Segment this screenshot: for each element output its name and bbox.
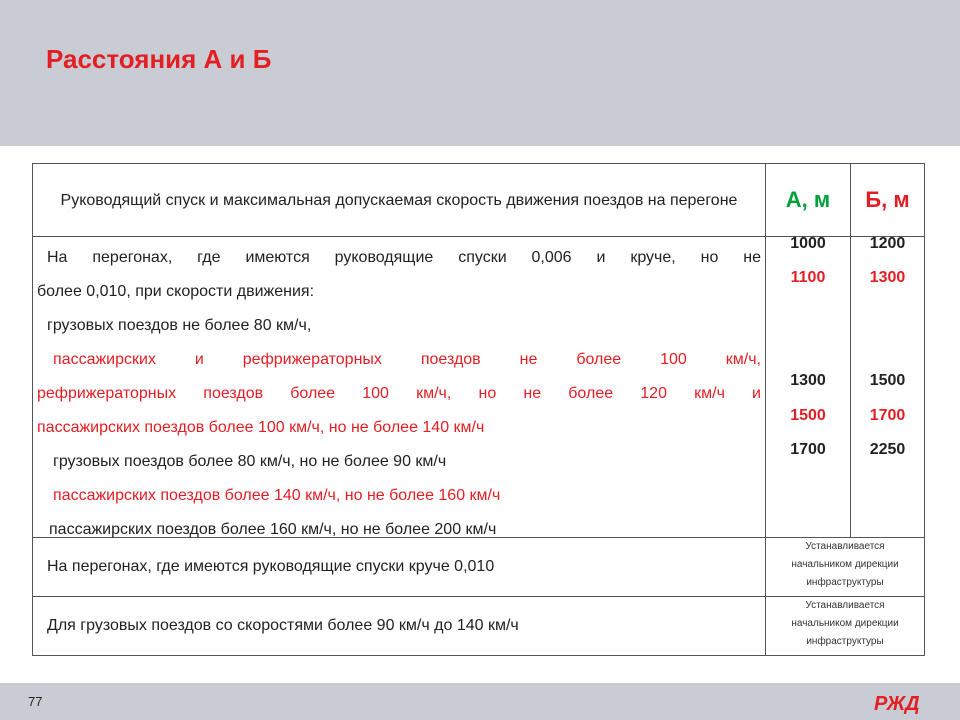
note-line: инфраструктуры bbox=[806, 577, 884, 588]
note-line: начальником дирекции bbox=[791, 618, 899, 629]
logo-text: РЖД bbox=[874, 693, 920, 715]
row3-note-cell bbox=[766, 597, 925, 656]
page-number: 77 bbox=[28, 694, 43, 709]
table-header-row bbox=[33, 164, 925, 237]
row1-line: пассажирских поездов более 160 км/ч, но не более 200 км/ч bbox=[49, 521, 497, 538]
row1-col-a bbox=[766, 237, 850, 537]
header-description: Руководящий спуск и максимальная допускаемая скорость движения поездов на перегоне bbox=[60, 191, 738, 209]
row1-line: грузовых поездов более 80 км/ч, но не более 90 км/ч bbox=[53, 453, 447, 470]
header-col-b: Б, м bbox=[865, 187, 910, 212]
distance-table bbox=[32, 163, 925, 656]
value-a: 1000 bbox=[790, 235, 826, 252]
table-row bbox=[33, 597, 925, 656]
row1-description bbox=[33, 237, 765, 537]
value-b: 1300 bbox=[869, 269, 906, 286]
note-line: инфраструктуры bbox=[806, 636, 884, 647]
row2-description: На перегонах, где имеются руководящие спуски круче 0,010 bbox=[47, 558, 495, 575]
value-b: 1200 bbox=[869, 235, 906, 252]
row2-note bbox=[766, 538, 924, 596]
value-a: 1500 bbox=[790, 407, 826, 424]
row1-line: более 0,010, при скорости движения: bbox=[37, 283, 315, 300]
rzd-logo-icon bbox=[870, 686, 932, 718]
row1-line: пассажирских поездов более 100 км/ч, но не более 140 км/ч bbox=[37, 419, 485, 436]
note-line: Устанавливается bbox=[805, 541, 885, 552]
value-a: 1100 bbox=[790, 269, 826, 286]
header-col-a-cell bbox=[766, 164, 851, 237]
note-line: Устанавливается bbox=[805, 600, 885, 611]
row1-line: рефрижераторных поездов более 100 км/ч, но не более 120 км/ч и bbox=[37, 385, 761, 402]
value-a: 1700 bbox=[790, 441, 826, 458]
header-col-a: А, м bbox=[785, 187, 831, 212]
row3-description-cell bbox=[33, 597, 766, 656]
row1-col-a-cell bbox=[766, 237, 851, 538]
value-b: 1500 bbox=[869, 372, 906, 389]
row1-line: грузовых поездов не более 80 км/ч, bbox=[47, 317, 312, 334]
row1-line: На перегонах, где имеются руководящие спуски 0,006 и круче, но не bbox=[47, 249, 761, 266]
header-description-cell bbox=[33, 164, 766, 237]
value-b: 2250 bbox=[869, 441, 906, 458]
row2-note-cell bbox=[766, 538, 925, 597]
slide-title: Расстояния А и Б bbox=[46, 44, 272, 74]
slide-footer-band bbox=[0, 683, 960, 720]
row1-col-b bbox=[851, 237, 924, 537]
header-col-b-cell bbox=[851, 164, 925, 237]
row3-note bbox=[766, 597, 924, 655]
row3-description: Для грузовых поездов со скоростями более 90 км/ч до 140 км/ч bbox=[47, 617, 519, 634]
row1-line: пассажирских и рефрижераторных поездов не более 100 км/ч, bbox=[53, 351, 761, 368]
table-row bbox=[33, 237, 925, 538]
note-line: начальником дирекции bbox=[791, 559, 899, 570]
value-b: 1700 bbox=[869, 407, 906, 424]
row1-col-b-cell bbox=[851, 237, 925, 538]
value-a: 1300 bbox=[790, 372, 826, 389]
row1-line: пассажирских поездов более 140 км/ч, но не более 160 км/ч bbox=[53, 487, 501, 504]
row1-description-cell bbox=[33, 237, 766, 538]
